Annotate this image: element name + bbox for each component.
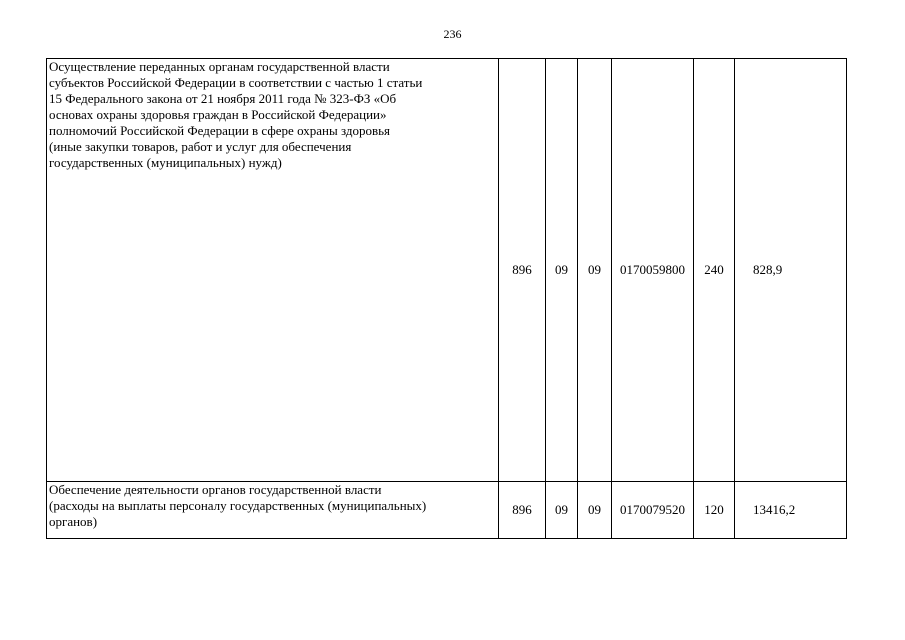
expense-type-code: 240 (694, 59, 735, 482)
page-number: 236 (443, 27, 462, 41)
row-description: Осуществление переданных органам государственной власти субъектов Российской Федерации в соответствии с частью 1 статьи 15 Федерального закона от 21 ноября 2011 года № 323-ФЗ «Об основах охраны здоровья граждан в Российской Федерации» полномочий Российской Федерации в сфере охраны здоровья (иные закупки товаров, работ и услуг для обеспечения государственных (муниципальных) нужд) (47, 59, 499, 482)
target-article-code: 0170059800 (612, 59, 694, 482)
ministry-code: 896 (499, 482, 546, 539)
subsection-code: 09 (578, 59, 612, 482)
section-code: 09 (546, 59, 578, 482)
amount-value: 828,9 (735, 59, 847, 482)
target-article-code: 0170079520 (612, 482, 694, 539)
table-row (47, 482, 847, 539)
ministry-code: 896 (499, 59, 546, 482)
amount-value: 13416,2 (735, 482, 847, 539)
subsection-code: 09 (578, 482, 612, 539)
row-description: Обеспечение деятельности органов государственной власти (расходы на выплаты персоналу государственных (муниципальных) органов) (47, 482, 499, 539)
table-row (47, 59, 847, 482)
budget-table (46, 58, 847, 539)
expense-type-code: 120 (694, 482, 735, 539)
section-code: 09 (546, 482, 578, 539)
